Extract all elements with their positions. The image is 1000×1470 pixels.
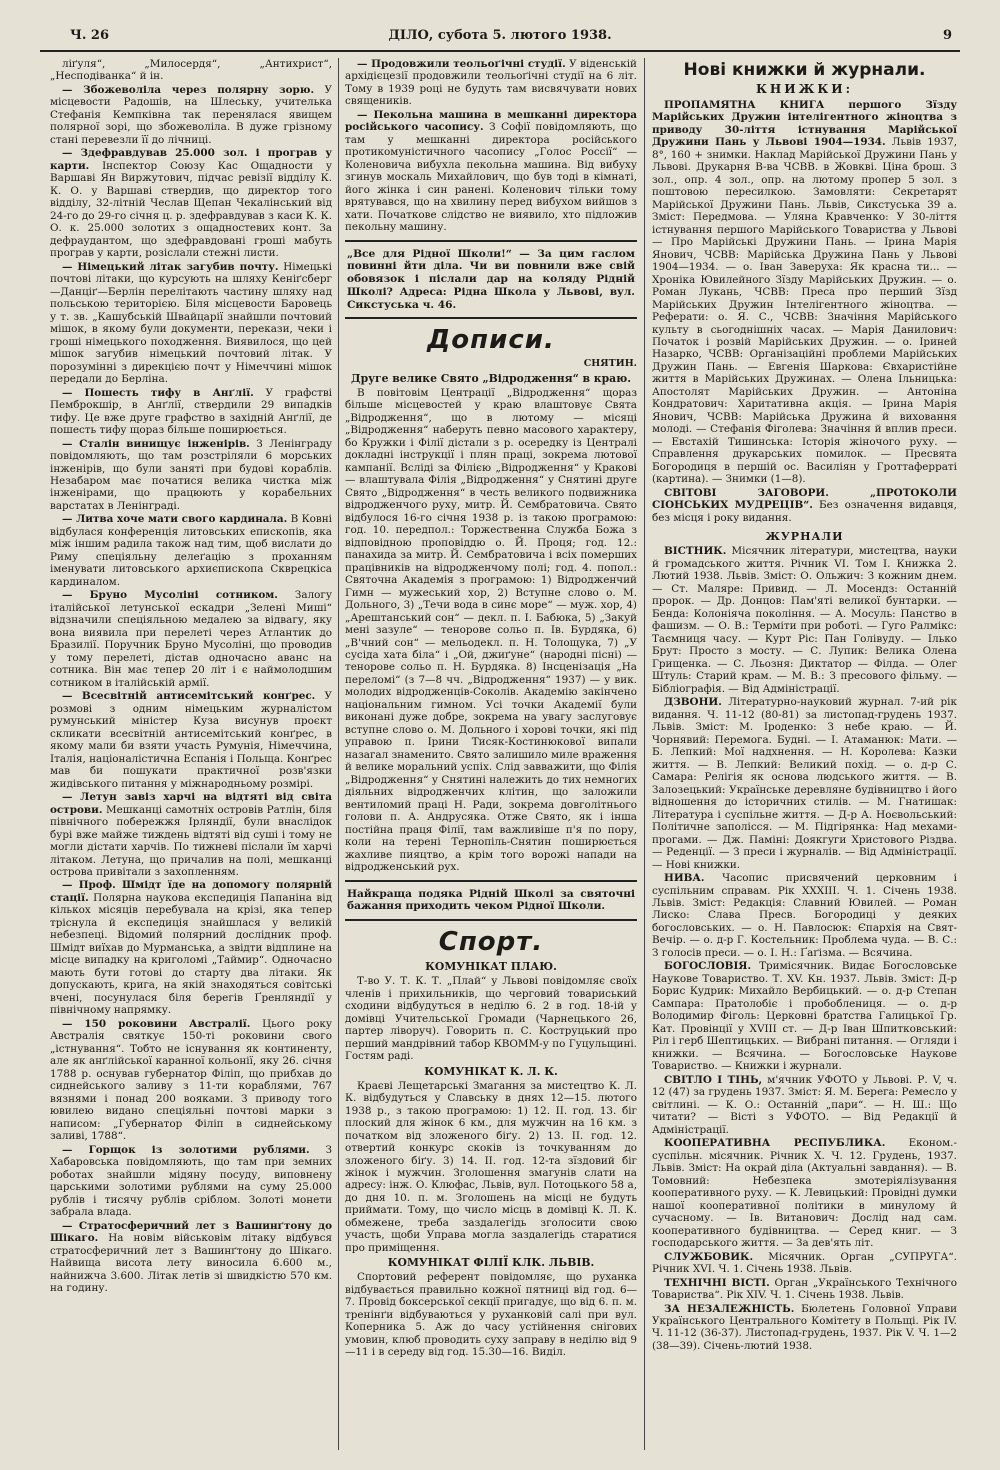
news-item — [50, 1144, 332, 1219]
news-item-text: ліґуля“, „Милосердя“, „Антихрист“, „Несподіванка“ й ін. — [50, 58, 332, 83]
journals-list — [652, 545, 957, 1352]
ridna-shkola-thanks: Найкраща подяка Рідній Школі за святочні бажання приходить чеком Рідної Школи. — [345, 880, 637, 921]
sport-item-title: КОМУНІКАТ ПЛАЮ. — [425, 960, 557, 974]
news-item-text: Цього року Австралія святкує 150-ті роковини свого „істнування“. Тобто не існування як континенту, але як анґлійської каранної кольонії, яку 26. січня 1788 р. оснував губернатор Філіп, що прибхав до сиднейського заливу з 11-ти кораблями, 767 вязнями і понад 200 вояками. З приводу того ювилею видано спеціяльні почтові марки з написом: „Губернатор Філіп в сиднейському заливі, 1788“. — [50, 1017, 332, 1143]
sport-item-text: Спортовий референт повідомляє, що руханка відбувається правильно кожної пятниці від год. 6—7. Провід боксерської секції пригадує, що від 6. п. м. тренінґи відбуваються у руханковій салі при вул. Коперника 5. Аж до часу устійнення снігових умовин, клюб проводить суху заправу в неділю від 9—11 і в середу від год. 15.30—16. Виділ. — [345, 1271, 637, 1359]
sport-item-text: Краєві Лещетарські Змагання за мистецтво К. Л. К. відбудуться у Славську в днях 12—15. лютого 1938 р., з такою програмою: 1) 12. II. год. 13. біг плоский для жінок 6 км., для мужчин на 16 км. з початком від зложеного біґу. 2) 13. II. год. 12. отвертий конкурс скоків із точкуванням до зложеного біґу. 3) 14. II. год. 12-та зїздовий біг жінок і мужчин. Зголошення змагунів слати на адресу: інж. О. Клюфас, Львів, вул. Потоцького 58 а, до дня 10. п. м. Зголошень на місці не будуть приймати. Тому, що число місць в домівці К. Л. К. обмежене, треба заздалегідь зголосити свою участь, щоби Управа могла заздалегідь старатися про приміщення. — [345, 1079, 637, 1254]
issue-number: Ч. 26 — [70, 28, 110, 43]
journal-entry-headline: ДЗВОНИ. — [664, 696, 722, 709]
journals-label: ЖУРНАЛИ — [765, 530, 844, 544]
news-item-headline: — Німецький літак загубив почту. — [62, 260, 279, 273]
news-item — [50, 58, 332, 83]
journal-entry-text: Тримісячник. Видає Богословське Наукове Товариство. Т. XV. Кн. 1937. Львів. Зміст: Д-р Борис Кудрик: Михайло Вербицький. — о. д-р Степан Сампара: Пратолобіє і пробоблениця. — о. д-р Володимир Фіголь: Церковні братства Галицької Гр. Кат. Провінції у XVIII ст. — Д-р Іван Шпитковський: Ріл і герб Шептицьких. — Вибрані питання. — Огляди і книжки. — Всячина. — Богословське Наукове Товариство. — Книжки і журнали. — [652, 960, 957, 1073]
news-item-headline: — Збожеволіла через полярну зорю. — [62, 83, 315, 96]
news-item-headline: — Проф. Шмідт їде на допомогу полярній стації. — [50, 879, 332, 904]
journal-entry-headline: ТЕХНІЧНІ ВІСТІ. — [664, 1276, 770, 1289]
news-items — [345, 58, 637, 234]
news-item — [50, 84, 332, 146]
journal-entry — [652, 545, 957, 695]
newspaper-title: ДІЛО, субота 5. лютого 1938. — [388, 28, 612, 43]
news-item-headline: — Бруно Мусоліні сотником. — [62, 589, 278, 602]
journal-entry — [652, 1303, 957, 1353]
news-item — [50, 690, 332, 790]
journal-entry-headline: ВІСТНИК. — [664, 545, 727, 558]
news-item-text: Німецькі почтові літаки, що курсують на шляху Кеніґсберг—Данціґ—Берлін перелітають частину шляху над польською територією. Біля місцевости Баровець у т. зв. „Кашубській Швайцарії знайшли почтовий мішок, в якому були документи, перекази, чеки і гроші німецького походження. Виявилося, що цей мішок загубив німецький почтовий літак. У порозумінні з дирекцією почт у Німеччині мішок передали до Берліна. — [50, 260, 332, 386]
news-item-text: Інспектор Союзу Кас Ощадности у Варшаві Ян Виржутович, підчас ревізії відділу К. К. О. у Варшаві ствердив, що директор того відділу, 32-літній Чеслав Щепан Чекалінський від 24-го до 29-го січня ц. р. здефравдував з каси К. К. О. к. 25.000 золотих з ощадностевих конт. За дефраудантом, що здефравдовані гроші мабуть програв у карти, розіслали стежні листи. — [50, 159, 332, 260]
news-item-headline: — Продовжили теольоґічні студії. — [357, 58, 566, 70]
news-item-text: Мешканці самотніх островів Ратлін, біля північного побережжя Ірляндії, були внаслідок бурі вже майже тиждень відтяті від суші і тому не могли дістати харчів. По тижневі післали їм харчі літаком. Летуна, що причалив на полі, мешканці острова привітали з захопленням. — [50, 803, 332, 878]
header-rule — [40, 50, 960, 52]
news-item-headline: — Горщок із золотими рублями. — [62, 1143, 310, 1156]
journal-entry-text: Економ.-суспільн. місячник. Річник X. Ч. 12. Грудень, 1937. Львів. Зміст: На окрай діла (Актуальні завдання). — В. Томовний: Небезпека змотеріялізування кооперативного руху. — К. Левицький: Провідні думки нашої кооперативної політики в минулому й сучасному. — Ів. Витанович: Дослід над сам. кооперативного будівництва. — Серед книг. — З господарського життя. — За дев'ять літ. — [652, 1137, 957, 1250]
news-item-text: У розмові з одним німецьким журналістом румунський міністер Куза висунув проєкт скликати всесвітній антисемітський конґрес, в якому мали би взяти участь Румунія, Німеччина, Італія, націоналістична Еспанія і Польща. Конґрес мав би пошукати практичної розв'язки жидівського питання у міжнародньому розмірі. — [50, 690, 332, 790]
journal-entry — [652, 872, 957, 959]
news-item-headline: — Литва хоче мати свого кардинала. — [62, 513, 288, 526]
ridna-shkola-appeal: „Все для Рідної Школи!“ — За цим гаслом повинні йти діла. Чи ви повнили вже свій обовязок і післали дар на коляду Рідній Школі? Адреса: Рідна Школа у Львові, вул. Сикстуська ч. 46. — [345, 240, 637, 320]
journal-entry — [652, 1251, 957, 1276]
column-divider — [338, 58, 339, 1450]
column-divider — [644, 58, 645, 1450]
page-header — [40, 28, 960, 48]
book-entry — [652, 99, 957, 486]
news-item-text: В Ковні відбулася конференція литовських епископів, яка між іншим радила також над тим, щоб вислати до Риму спеціяльну делеґацію з проханням іменувати литовського архиєпископа Скврецкіса кардиналом. — [50, 513, 332, 588]
news-item-text: У віденській архідієцезії продовжили теольоґічні студії на 6 літ. Тому в 1939 році не будуть там висвячувати нових священиків. — [345, 58, 637, 108]
news-item — [50, 261, 332, 386]
news-column-2 — [345, 58, 637, 1450]
sport-items — [345, 961, 637, 1358]
book-entry-headline: СВІТОВІ ЗАГОВОРИ. „ПРОТОКОЛИ СІОНСЬКИХ МУДРЕЦІВ“. — [652, 486, 957, 512]
news-item-headline: — Здефравдував 25.000 зол. і програв у карти. — [50, 147, 332, 172]
journal-entry-text: Орган „Українського Технічного Товариства“. Рік XIV. Ч. 1. Січень 1938. Львів. — [652, 1276, 957, 1302]
news-item — [345, 58, 637, 108]
news-item-headline: — Пошесть тифу в Анґлії. — [62, 386, 254, 399]
journal-entry — [652, 960, 957, 1072]
news-item-text: У графстві Пемброкшір, в Анґлії, ствердили 29 випадків тифу. Це вже друге графство в західній Анґлії, де пошесть тифу щораз більше поширюється. — [50, 386, 332, 437]
journal-entry — [652, 1137, 957, 1249]
journal-entry-headline: СВІТЛО І ТІНЬ, — [664, 1073, 763, 1086]
sport-item-text: Т-во У. Т. К. Т. „Плай“ у Львові повідомляє своїх членів і прихильників, що черговий товариський сходини відбудуться в неділю 6. 2 в год. 18-ій у домівці Учительської Громади (Чарнецького 26, партер ліворуч). Говорить п. С. Коструцький про перший мандрівний табор КВОММ-у по Гуцульщині. Гостям раді. — [345, 975, 637, 1063]
news-item — [345, 109, 637, 234]
journal-entry-text: Літературно-науковий журнал. 7-ий рік видання. Ч. 11-12 (80-81) за листопад-грудень 1937. Львів. Зміст: М. Іроденко: З небе краю. — Й. Чорнявий: Перемога. Будні. — І. Атаманюк: Мати. — Б. Лепкий: Мої надхнення. — Н. Королева: Казки життя. — В. Лепкий: Великий похід. — о. д-р С. Самара: Релігія як основа людського життя. — В. Залозецький: Українське деревляне будівництво і його відношення до історичних стилів. — М. Гнатишак: Література і суспільне життя. — Д-р А. Ноєвольський: Політичне заполісся. — М. Підгірянка: Над мехами-прогами. — Дж. Паміні: Доякгуги Христового Різдва. — Реденції. — З преси і журналів. — Від Адміністрації. — Нові книжки. — [652, 696, 957, 871]
section-heading-sport: Спорт. — [438, 927, 544, 958]
books-heading: Нові книжки й журнали. — [683, 60, 926, 80]
news-item-headline: — Сталін винищує інженірів. — [62, 437, 250, 450]
news-item-text: Залогу італійської летунської ескадри „Зелені Миші“ відзначили спеціяльною медалею за відвагу, яку вона виявила при перелеті через Атлантик до Бразилії. Поручник Бруно Мусоліні, що проводив у тому перелеті, дістав одночасно аванс на сотника. Він має тепер 20 літ і є наймолодшим сотником в італійській армії. — [50, 589, 332, 689]
page-number: 9 — [942, 28, 952, 43]
news-item — [50, 513, 332, 588]
news-item-text: З Софії повідомляють, що там у мешканні директора російського протикомуністичного часопису „Голос Россії“ — Коленовича вибухла пекольна машина. Від вибуху згинув москаль Михайлович, що був тоді в кімнаті, його жінка і син ранені. Коленович тільки тому врятувався, що на хвилину перед вибухом вийшов з хати. Початкове слідство не виявило, хто підложив пекольну машину. — [345, 121, 637, 234]
dopysy-text: В повітовім Центрації „Відродження“ щораз більше місцевостей у краю влаштовує Свята „Відродження“, що в лютому — місяці „Відродження“ наберуть певно масового характеру, бо Кружки і Філії дістали з р. осередку із Централі докладні інструкції і плян праці, зокрема лютової кампанії. Всліді за Філією „Відродження“ у Кракові — влаштувала Філія „Відродження“ у Снятині друге Свято „Відродження“ в честь великого подвижника відродженчого руху, митр. Й. Сембратовича. Свято відбулося 16-го січня 1938 р. із такою програмою: год. 10. передпол.: Торжественна Служба Божа з відповідною проповіддю о. Й. Проця; год. 12.: панахида за митр. Й. Сембратовича і всіх померших працівників на відродженчому полі; год. 4. попол.: Святочна Академія з програмою: 1) Відродженчий Гимн — мужеський хор, 2) Вступне слово о. М. Дольного, 3) „Течи вода в синє море“ — муж. хор, 4) „Арештанський сон“ — декл. п. І. Бабюка, 5) „Закуй мені зазуле“ — тенорове сольо п. Ів. Бурдяка, 6) „В'чний сон“ — мельодекл. п. Н. Толощука, 7) „У сусіда хата біла“ і „Ой, джиґуне“ (народні пісні) — тенорове сольо п. Н. Бурдяка. 8) Інсценізація „На переломі“ (з 7—8 чч. „Відродження“ 1937) — у вик. молодих відродженців-Соколів. Академію закінчено національним гимном. Усі точки Академії були виконані дуже добре, зокрема на увагу заслуговує вступне слово о. М. Дольного і хорові точки, які під управою п. Ірини Тисяк-Костинюкової випали назагал знаменито. Свято залишило миле враження й велике моральний успіх. Слід завважити, що Філія „Відродження“ у Снятині належить до тих немногих діяльних відродженчих клітин, що заложили вентиломий праці Н. Ради, зокрема довголітнього голови п. А. Андрусяка. Отже Свято, як і інша постійна праця Філії, там важливіше п'я по пору, коли на терені Тернопіль-Снятин поширюється жахливе пияцтво, а крім того ворожі напади на відродженський рух. — [345, 386, 637, 874]
news-item — [50, 589, 332, 689]
news-item — [50, 438, 332, 513]
journal-entry-text: Місячник. Орган „СУПРУГА“. Річник XVI. Ч. 1. Січень 1938. Львів. — [652, 1250, 957, 1276]
news-item-headline: — Пекольна машина в мешканні директора російського часопису. — [345, 108, 637, 134]
news-item — [50, 387, 332, 437]
dopysy-subtitle: Друге велике Свято „Відродження“ в краю. — [351, 371, 631, 385]
book-entry-text: Львів 1937, 8°, 160 + знимки. Наклад Марійської Дружини Пань у Львові. Друкарня В-ва ЧСВВ. в Жовкві. Ціна брош. 3 зол., опр. 4 зол., опр. на лютому пропер 5 зол. з поштовою пересилкою. Замовляти: Секретарят Марійської Дружини Пань. Львів, Сикстуська 39 а. Зміст: Передмова. — Уляна Кравченко: У 30-ліття істнування першого Марійського Товариства у Львові — Про Марійські Дружини Пань. — Ірина Марія Янович, ЧСВВ: Марійська Дружина Пань у Львові 1904—1934. — о. Іван Заверуха: Як красна ти... — Хроніка Ювилейного Зїзду Марійських Дружин. — о. Роман Лукань, ЧСВВ: Преса про перший Зїзд Марійських Дружин Інтелігентного жіноцтва. — Реферати: о. Я. С., ЧСВВ: Значіння Марійського культу в сьогоднішніх часах. — Марія Данилович: Початок і розвій Марійських Дружин. — о. Іриней Назарко, ЧСВВ: Організаційні проблеми Марійських Дружин Пань. — Евгенія Шаркова: Євхаристійне життя в Марійських Дружинах. — Олена Ільницька: Апостолят Марійських Дружин. — Антоніна Кондратович: Харитативна акція. — Ірина Марія Янович, ЧСВВ: Марійська Дружина й виховання молоді. — Стефанія Фіголева: Значіння й вплив преси. — Евстахій Тишинська: Історія жіночого руху. — Справлення друкарських помилок. — Пресвята Богородиця в першій ос. Василіян у Гроттаферраті (картина). — Знимки (1—8). — [652, 136, 957, 486]
news-item-text: Полярна наукова експедиція Папаніна від кількох місяців перебувала на крізі, яка тепер тріснула й експедиція знайшлася у великій небезпеці. Відомий полярний дослідник проф. Шмідт виїхав до Мурманська, а звідти відплине на місце випадку на криголомі „Таймир“. Одночасно мають бути готові до старту два літаки. Як допускають, крига, на якій знаходяться совітські вчені, посунулася біля берегів Ґренляндії у північному напрямку. — [50, 891, 332, 1017]
section-heading-dopysy: Дописи. — [427, 325, 555, 356]
journal-entry-text: Часопис присвячений церковним і суспільним справам. Рік XXXIII. Ч. 1. Січень 1938. Львів. Зміст: Редакція: Славний Ювилей. — Роман Лиско: Слава Пресв. Богородиці у деяких богословських. — о. Н. Павлосюк: Єпархія на Свят-Вечір. — о. д-р Г. Костельник: Проблема чуда. — В. С.: З голосів преси. — о. І. Н.: Ґаґізма. — Всячина. — [652, 872, 957, 959]
news-item-headline: — Стратосферичний лет з Вашинґтону до Шікаго. — [50, 1219, 332, 1245]
journal-entry-headline: СЛУЖБОВИК. — [664, 1250, 754, 1263]
news-item-headline: — Всесвітній антисемітський конґрес. — [62, 690, 316, 703]
sport-item-title: КОМУНІКАТ К. Л. К. — [424, 1064, 558, 1078]
sport-item-title: КОМУНІКАТ ФІЛІЇ КЛК. ЛЬВІВ. — [387, 1256, 595, 1270]
news-item-text: З Хабаровська повідомляють, що там при земних роботах знайшли мідяну посуду, виповнену царськими золотими рублями на суму 25.000 рублів і тисячу рублів сріблом. Золоті монети забрала влада. — [50, 1143, 332, 1219]
book-entry — [652, 487, 957, 524]
book-entry-headline: ПРОПАМЯТНА КНИГА першого Зїзду Марійських Дружин інтелігентного жіноцтва з приводу 30-ліття істнування Марійської Дружини Пань у Львові 1904—1934. — [652, 98, 957, 149]
journal-entry-text: м'ячник УФОТО у Львові. Р. V, ч. 12 (47) за грудень 1937. Зміст: Я. М. Берега: Ремесло у світлині. — К. О.: Останній „пари“. — Н. Ш.: Що читати? — Вісті з УФОТО. — Від Редакції й Адміністрації. — [652, 1073, 957, 1136]
news-item-text: З Ленінграду повідомляють, що там розстріляли 6 морських інженірів, що були заняті при будові кораблів. Незабаром має початися велика чистка між інженірами, що працюють у корабельних варстатах в Ленінграді. — [50, 437, 332, 512]
journal-entry-headline: ЗА НЕЗАЛЕЖНІСТЬ. — [664, 1302, 795, 1315]
books-label: КНИЖКИ: — [755, 82, 854, 97]
journal-entry — [652, 1277, 957, 1302]
news-item-text: На новім військовім літаку відбувся стратосферичний лет з Вашинґтону до Шікаго. Найвища висота лету виносила 6.600 м., найнижча 3.600. Літак летів зі швидкістю 570 км. на годину. — [50, 1232, 332, 1294]
books-list — [652, 99, 957, 524]
journal-entry-headline: КООПЕРАТИВНА РЕСПУБЛИКА. — [664, 1137, 886, 1150]
news-column-1 — [50, 58, 332, 1450]
news-item-headline: — Летун завіз харчі на відтяті від світа острови. — [50, 791, 332, 816]
journal-entry — [652, 1074, 957, 1136]
news-item — [50, 879, 332, 1016]
journal-entry-headline: НИВА. — [664, 872, 705, 885]
news-item — [50, 147, 332, 259]
dopysy-byline: СНЯТИН. — [583, 358, 637, 370]
journal-entry-text: Місячник літератури, мистецтва, науки й громадського життя. Річник VI. Том I. Книжка 2. Лютий 1938. Львів. Зміст: О. Ольжич: З кожним днем. — Ст. Маляре: Привид. — Л. Мосендз: Останній пророк. — Др. Донцов: Пам'яті великої бунтарки. — Бенда: Колоніяча покоління. — А. Мосуль: Панство в фашизм. — О. В.: Терміти при роботі. — Гуго Ралмікс: Таємниця часу. — Курт Ріс: Пан Голівуду. — Ілько Брут: Просто з мосту. — С. Лупик: Велика Олена Грищенка. — С. Льозня: Диктатор — Філда. — Олег Штуль: Старий крам. — М. В.: З пресового фільму. — Бібліографія. — Від Адміністрації. — [652, 545, 957, 695]
journal-entry-text: Бюлетень Головної Управи Українського Центрального Комітету в Польщі. Рік IV. Ч. 11-12 (36-37). Листопад-грудень, 1937. Рік V. Ч. 1—2 (38—39). Січень-лютий 1938. — [652, 1302, 957, 1352]
news-item-headline: — 150 роковини Австралії. — [62, 1017, 251, 1030]
journal-entry-headline: БОГОСЛОВІЯ. — [664, 960, 752, 973]
news-item — [50, 1220, 332, 1295]
books-column — [652, 58, 957, 1450]
book-entry-text: Без означення видавця, без місця і року видання. — [652, 499, 957, 524]
journal-entry — [652, 696, 957, 871]
news-item-text: У місцевости Радошів, на Шлеську, учителька Стефанія Кемпківна так перенялася явищем полярної зорі, що збожеволіла. В дуже грізному стані перевезли її до лічниці. — [50, 83, 332, 146]
news-item — [50, 791, 332, 878]
news-item — [50, 1018, 332, 1143]
